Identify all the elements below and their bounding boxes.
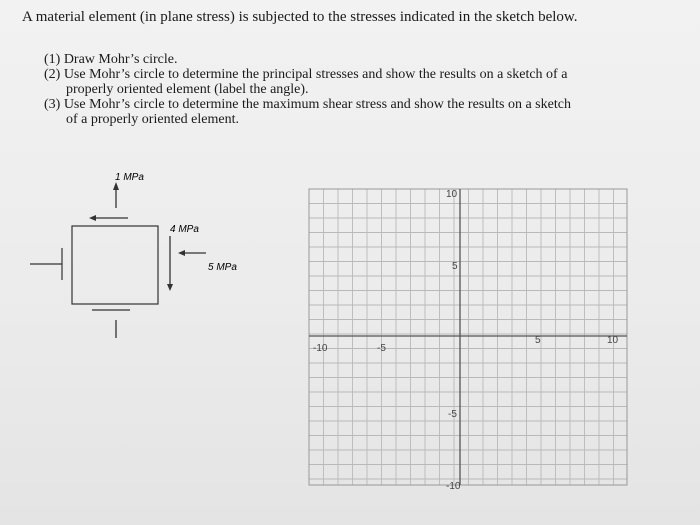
task-1: (1) Draw Mohr’s circle. <box>44 52 178 67</box>
y-tick-neg5: -5 <box>448 409 457 420</box>
stress-element-sketch <box>0 160 300 360</box>
y-tick-10: 10 <box>446 189 458 200</box>
label-1mpa: 1 MPa <box>115 172 144 183</box>
task-list <box>44 52 644 127</box>
grid-lines <box>309 189 627 485</box>
x-tick-5: 5 <box>535 335 541 346</box>
right-normal-stress-arrow <box>178 250 206 256</box>
problem-statement: A material element (in plane stress) is subjected to the stresses indicated in the sketch below. <box>22 9 578 25</box>
task-2: (2) Use Mohr’s circle to determine the principal stresses and show the results on a sketch of a <box>44 67 568 82</box>
left-normal-stress-arrow <box>30 248 62 280</box>
task-3: (3) Use Mohr’s circle to determine the maximum shear stress and show the results on a sketch <box>44 97 571 112</box>
right-shear-arrow <box>167 236 173 291</box>
x-tick-neg10: -10 <box>313 343 328 354</box>
top-shear-arrow <box>89 215 128 221</box>
y-tick-neg10: -10 <box>446 481 461 491</box>
mohr-circle-grid <box>305 185 631 491</box>
stress-element-square <box>72 226 158 304</box>
task-2-continued: properly oriented element (label the angle). <box>66 82 309 97</box>
x-tick-10: 10 <box>607 335 619 346</box>
grid-border <box>309 189 627 485</box>
task-3-continued: of a properly oriented element. <box>66 112 239 127</box>
y-tick-5: 5 <box>452 261 458 272</box>
label-4mpa: 4 MPa <box>170 224 199 235</box>
x-tick-neg5: -5 <box>377 343 386 354</box>
top-normal-stress-arrow <box>113 182 119 208</box>
label-5mpa: 5 MPa <box>208 262 237 273</box>
